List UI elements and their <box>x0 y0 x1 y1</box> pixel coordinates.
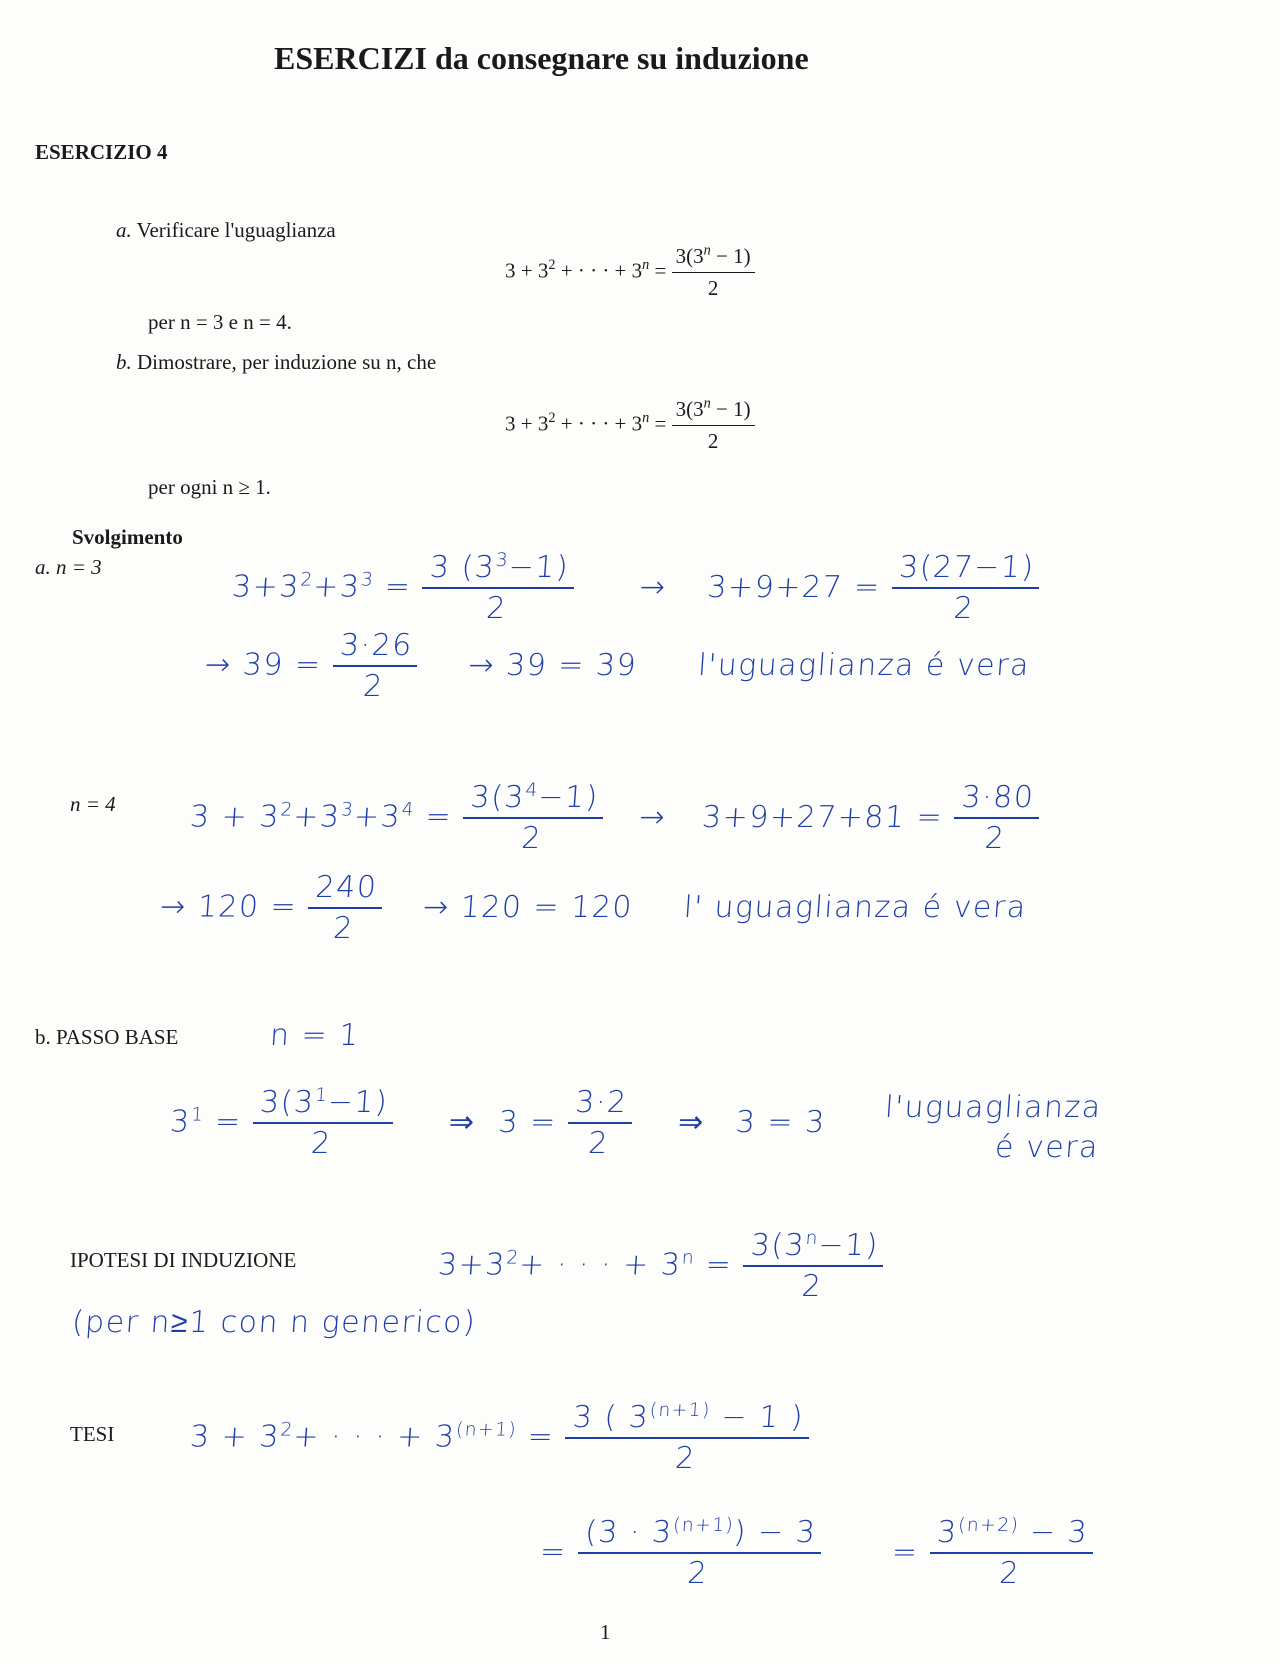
thesis-label: TESI <box>70 1422 115 1446</box>
part-b-formula: $3 + 3^2$ + · · · + $3^n$ = $\frac{3(3^n - 1)}{2}$ <box>505 397 755 454</box>
thesis-fraction-2: $\frac{(3 \cdot 3^{(n+1)}) - 3}{2}$ <box>575 1515 824 1591</box>
thesis-formula: $3 + 3^2+$ · · · + $3^{(n+1)}$ = $\frac{3 ( 3^{(n+1)} - 1 )}{2}$ <box>187 1400 811 1476</box>
base-conclusion-2: é vera <box>993 1130 1101 1165</box>
n4-fraction-1: $\frac{3(3^4-1)}{2}$ <box>460 780 605 856</box>
double-arrow: ⇒ <box>676 1104 707 1140</box>
n4-line2: → 120 = $\frac{240}{2}$ → 120 = 120 l' uguaglianza é vera <box>158 870 1028 946</box>
thesis-line2: = $\frac{(3 \cdot 3^{(n+1)}) - 3}{2}$ = $\frac{3^{(n+2)} - 3}{2}$ <box>537 1515 1095 1591</box>
n3-line1: $3+3^2+3^3$ = $\frac{3 (3^3-1)}{2}$ → 3+9+27 = $\frac{3(27-1)}{2}$ <box>229 550 1041 626</box>
part-a-marker: a. <box>116 218 132 242</box>
page-number: 1 <box>600 1620 611 1644</box>
part-b-fraction: $\frac{3(3^n - 1)}{2}$ <box>672 397 755 454</box>
thesis-fraction-1: $\frac{3 ( 3^{(n+1)} - 1 )}{2}$ <box>563 1400 812 1476</box>
n4-fraction-3: $\frac{240}{2}$ <box>305 870 384 946</box>
part-a-formula: $3 + 3^2$ + · · · + $3^n$ = $\frac{3(3^n - 1)}{2}$ <box>505 244 755 301</box>
hypothesis-fraction: $\frac{3(3^n-1)}{2}$ <box>741 1228 886 1304</box>
n3-fraction-2: $\frac{3(27-1)}{2}$ <box>889 550 1042 626</box>
hypothesis-note: (per n≥1 con n generico) <box>70 1305 478 1340</box>
arrow: → <box>638 569 668 605</box>
base-fraction-2: $\frac{3\cdot 2}{2}$ <box>565 1085 635 1161</box>
part-b-marker: b. <box>116 350 132 374</box>
part-a-condition: per n = 3 e n = 4. <box>148 310 292 334</box>
page-title: ESERCIZI da consegnare su induzione <box>274 40 809 76</box>
exercise-heading: ESERCIZIO 4 <box>35 140 168 164</box>
part-b-condition: per ogni n ≥ 1. <box>148 475 271 499</box>
n3-line2: → 39 = $\frac{3\cdot 26}{2}$ → 39 = 39 l'uguaglianza é vera <box>203 628 1032 704</box>
n4-line1: $3 + 3^2+3^3+3^4$ = $\frac{3(3^4-1)}{2}$ → 3+9+27+81 = $\frac{3\cdot 80}{2}$ <box>187 780 1041 856</box>
part-a-text: Verificare l'uguaglianza <box>136 218 336 242</box>
hypothesis-label: IPOTESI DI INDUZIONE <box>70 1248 297 1272</box>
part-a-statement <box>116 218 336 243</box>
base-step-n: n = 1 <box>268 1018 362 1053</box>
n3-fraction-3: $\frac{3\cdot 26}{2}$ <box>330 628 420 704</box>
base-conclusion-1: l'uguaglianza <box>883 1090 1103 1125</box>
case-n3-label: a. n = 3 <box>35 555 102 579</box>
n3-fraction-1: $\frac{3 (3^3-1)}{2}$ <box>420 550 577 626</box>
part-b-text: Dimostrare, per induzione su n, che <box>137 350 437 374</box>
hypothesis-formula: $3+3^2+$ · · · + $3^n$ = $\frac{3(3^n-1)}{2}$ <box>435 1228 886 1304</box>
case-n4-label: n = 4 <box>70 792 116 816</box>
double-arrow: ⇒ <box>447 1104 477 1140</box>
n4-fraction-2: $\frac{3\cdot 80}{2}$ <box>951 780 1041 856</box>
part-a-fraction: $\frac{3(3^n - 1)}{2}$ <box>672 244 755 301</box>
base-step-label: b. PASSO BASE <box>35 1025 179 1049</box>
base-fraction-1: $\frac{3(3^1-1)}{2}$ <box>250 1085 395 1161</box>
thesis-fraction-3: $\frac{3^{(n+2)} - 3}{2}$ <box>927 1515 1095 1591</box>
svolgimento-heading: Svolgimento <box>72 525 183 549</box>
part-b-statement <box>116 350 436 375</box>
arrow: → <box>638 799 668 835</box>
base-step-formula: $3^1$ = $\frac{3(3^1-1)}{2}$ ⇒ 3 = $\frac{3\cdot 2}{2}$ ⇒ 3 = 3 <box>168 1084 827 1161</box>
